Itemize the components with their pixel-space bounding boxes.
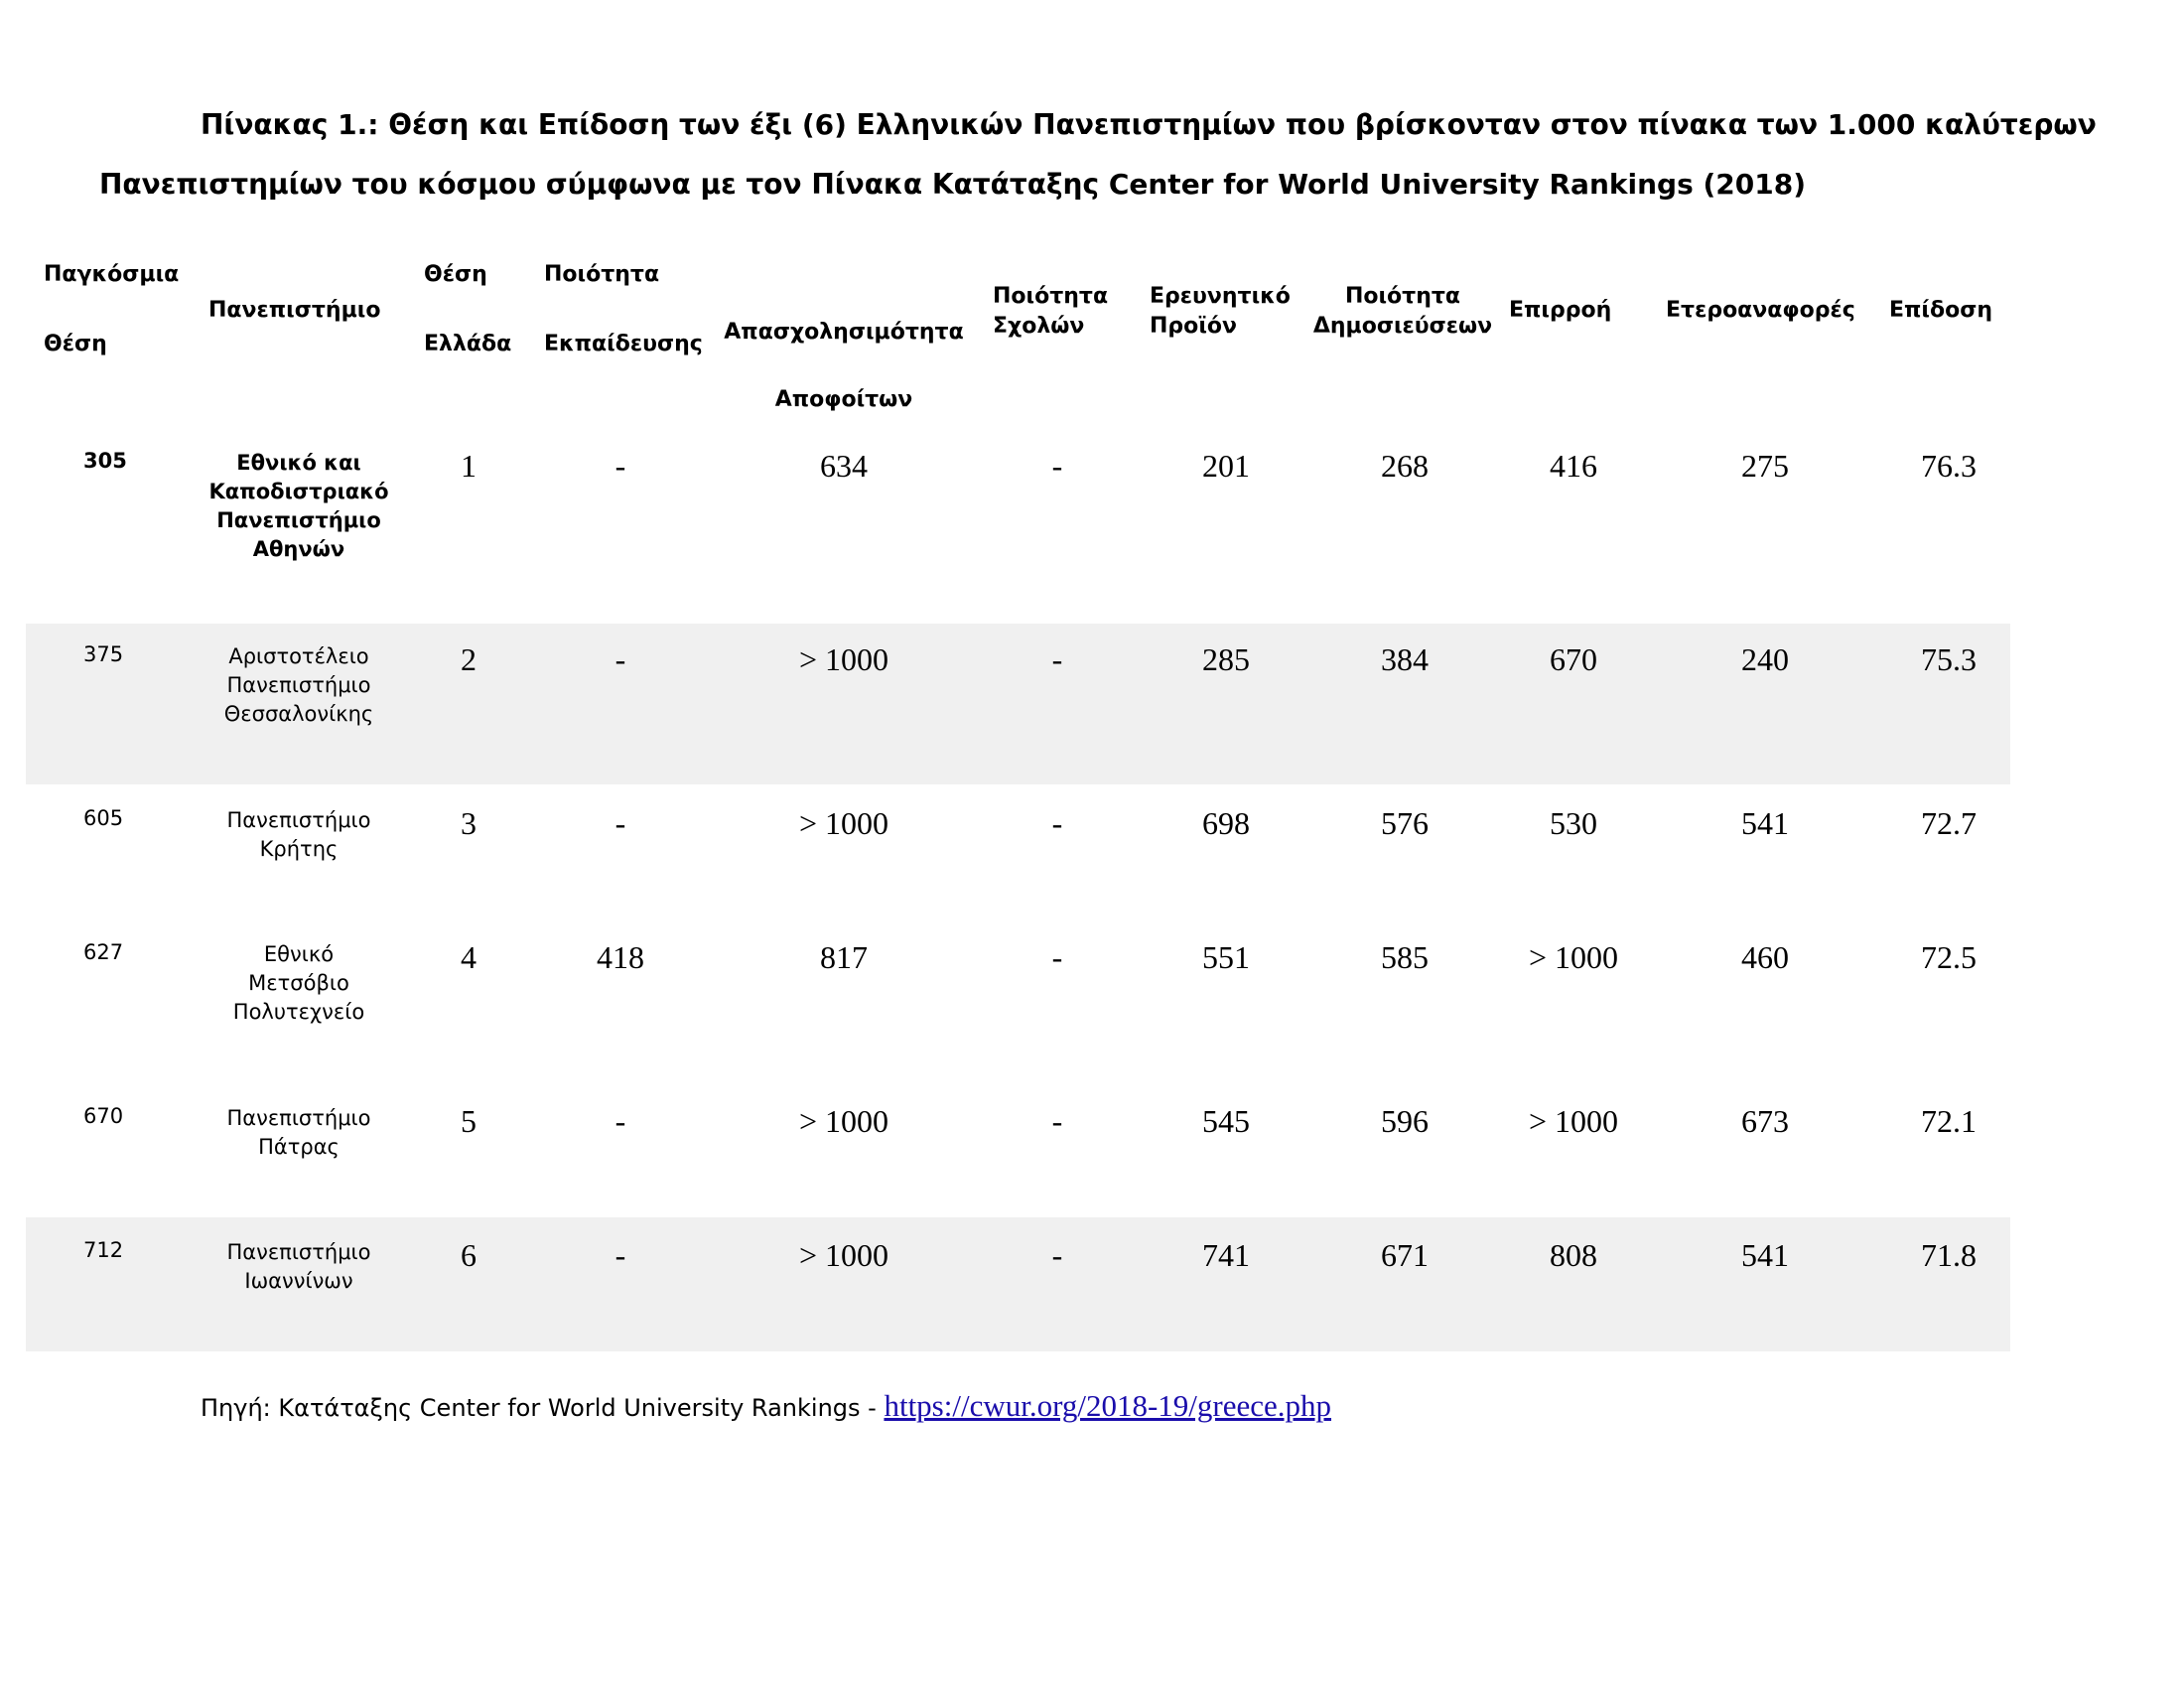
score-cell: 72.1 (1921, 1103, 1977, 1139)
header-publication-quality: Ποιότητα Δημοσιεύσεων (1312, 284, 1493, 339)
research-output-cell: 741 (1202, 1237, 1250, 1273)
world-rank-cell: 627 (83, 940, 124, 964)
header-research-output: Ερευνητικό Προϊόν (1150, 284, 1291, 339)
world-rank-cell: 605 (83, 806, 124, 830)
world-rank-cell: 712 (83, 1238, 124, 1262)
header-university: Πανεπιστήμιο (208, 298, 381, 323)
university-cell: Αριστοτέλειο Πανεπιστήμιο Θεσσαλονίκης (223, 644, 374, 726)
education-quality-cell: - (614, 641, 626, 677)
employability-cell: > 1000 (798, 805, 889, 841)
citations-cell: 460 (1741, 939, 1789, 975)
faculty-quality-cell: - (1051, 641, 1063, 677)
world-rank-cell: 375 (83, 642, 124, 666)
score-cell: 72.5 (1921, 939, 1977, 975)
employability-cell: > 1000 (798, 1103, 889, 1139)
employability-cell: 634 (820, 448, 868, 484)
faculty-quality-cell: - (1051, 939, 1063, 975)
research-output-cell: 545 (1202, 1103, 1250, 1139)
publication-quality-cell: 596 (1381, 1103, 1429, 1139)
university-cell: Πανεπιστήμιο Ιωαννίνων (226, 1240, 371, 1293)
research-output-cell: 698 (1202, 805, 1250, 841)
source-label: Πηγή: Κατάταξης Center for World University Rankings - (201, 1394, 877, 1422)
education-quality-cell: - (614, 448, 626, 484)
university-cell: Εθνικό Μετσόβιο Πολυτεχνείο (232, 942, 365, 1024)
citations-cell: 541 (1741, 1237, 1789, 1273)
citations-cell: 673 (1741, 1103, 1789, 1139)
header-score: Επίδοση (1889, 298, 1993, 323)
score-cell: 71.8 (1921, 1237, 1977, 1273)
header-education-quality: Ποιότητα Εκπαίδευσης (544, 262, 703, 356)
education-quality-cell: - (614, 805, 626, 841)
education-quality-cell: - (614, 1103, 626, 1139)
research-output-cell: 551 (1202, 939, 1250, 975)
influence-cell: 808 (1550, 1237, 1597, 1273)
faculty-quality-cell: - (1051, 1103, 1063, 1139)
greece-rank-cell: 4 (461, 939, 477, 975)
title-line-2: Πανεπιστημίων του κόσμου σύμφωνα με τον Πίνακα Κατάταξης Center for World University Rankings (2018) (99, 168, 1807, 201)
university-cell: Πανεπιστήμιο Πάτρας (226, 1106, 371, 1159)
score-cell: 72.7 (1921, 805, 1977, 841)
header-world-rank: Παγκόσμια Θέση (44, 262, 180, 356)
citations-cell: 275 (1741, 448, 1789, 484)
employability-cell: > 1000 (798, 1237, 889, 1273)
header-citations: Ετεροαναφορές (1666, 298, 1855, 323)
research-output-cell: 285 (1202, 641, 1250, 677)
world-rank-cell: 305 (83, 449, 127, 473)
influence-cell: 416 (1550, 448, 1597, 484)
influence-cell: 670 (1550, 641, 1597, 677)
influence-cell: > 1000 (1528, 1103, 1619, 1139)
source-link[interactable]: https://cwur.org/2018-19/greece.php (884, 1388, 1332, 1423)
greece-rank-cell: 3 (461, 805, 477, 841)
header-faculty-quality: Ποιότητα Σχολών (993, 284, 1109, 339)
greece-rank-cell: 2 (461, 641, 477, 677)
education-quality-cell: 418 (597, 939, 644, 975)
score-cell: 75.3 (1921, 641, 1977, 677)
employability-cell: 817 (820, 939, 868, 975)
research-output-cell: 201 (1202, 448, 1250, 484)
publication-quality-cell: 268 (1381, 448, 1429, 484)
table-title (99, 95, 2144, 214)
influence-cell: > 1000 (1528, 939, 1619, 975)
header-employability: Απασχολησιμότητα Αποφοίτων (724, 320, 964, 412)
greece-rank-cell: 5 (461, 1103, 477, 1139)
university-cell: Πανεπιστήμιο Κρήτης (226, 808, 371, 861)
faculty-quality-cell: - (1051, 448, 1063, 484)
university-cell: Εθνικό και Καποδιστριακό Πανεπιστήμιο Αθηνών (208, 451, 389, 561)
employability-cell: > 1000 (798, 641, 889, 677)
greece-rank-cell: 1 (461, 448, 477, 484)
world-rank-cell: 670 (83, 1104, 124, 1128)
influence-cell: 530 (1550, 805, 1597, 841)
title-line-1: Πίνακας 1.: Θέση και Επίδοση των έξι (6) Ελληνικών Πανεπιστημίων που βρίσκονταν στον πίνακα των 1.000 καλύτερων (201, 108, 2097, 141)
header-greece-rank: Θέση Ελλάδα (424, 262, 512, 356)
publication-quality-cell: 585 (1381, 939, 1429, 975)
greece-rank-cell: 6 (461, 1237, 477, 1273)
score-cell: 76.3 (1921, 448, 1977, 484)
citations-cell: 541 (1741, 805, 1789, 841)
faculty-quality-cell: - (1051, 805, 1063, 841)
education-quality-cell: - (614, 1237, 626, 1273)
header-influence: Επιρροή (1509, 298, 1612, 323)
faculty-quality-cell: - (1051, 1237, 1063, 1273)
publication-quality-cell: 671 (1381, 1237, 1429, 1273)
source-note (201, 1388, 1331, 1424)
publication-quality-cell: 576 (1381, 805, 1429, 841)
citations-cell: 240 (1741, 641, 1789, 677)
publication-quality-cell: 384 (1381, 641, 1429, 677)
